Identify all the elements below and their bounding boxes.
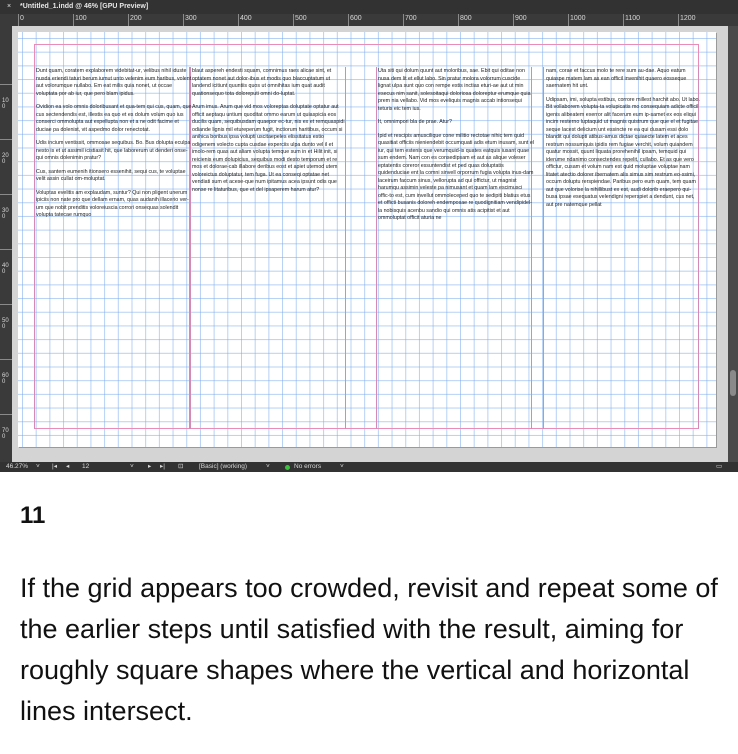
preflight-status-icon	[285, 465, 290, 470]
preflight-profile[interactable]: [Basic] (working)	[199, 463, 248, 470]
ruler-label: 200	[130, 15, 142, 22]
page-number-field[interactable]: 12	[82, 463, 90, 470]
ruler-tick	[0, 249, 12, 250]
close-tab-icon[interactable]: ×	[7, 3, 12, 10]
ruler-tick	[238, 14, 239, 26]
view-mode-icon[interactable]: ⊡	[178, 463, 184, 470]
body-paragraph: Udis incium ventissit, ommosae sequibus. Bo. Bus dolupta eculpa nesto is et ut assimil icistiasit hit, que laborerum ut denderi onse-qui omnis dolenimin pratur?	[36, 140, 191, 161]
panel-toggle-icon[interactable]: ▭	[716, 463, 723, 470]
text-frame-column-2[interactable]	[192, 68, 348, 200]
ruler-tick	[0, 194, 12, 195]
ruler-label: 1000	[570, 15, 586, 22]
body-paragraph: Cus, santem eumenih itionsero essenihit, sequi cus, te voluptae velit assin cullat om-moluptat.	[36, 168, 186, 182]
ruler-label: 300	[185, 15, 197, 22]
page-dropdown-icon[interactable]: ˅	[130, 463, 134, 470]
vertical-ruler[interactable]	[0, 14, 12, 462]
step-caption: If the grid appears too crowded, revisit and repeat some of the earlier steps until satisfied with the result, aiming for roughly square shapes where the vertical and horizontal lines intersect.	[20, 573, 718, 726]
ruler-tick	[0, 84, 12, 85]
document-title: *Untitled_1.indd @ 46% [GPU Preview]	[20, 3, 149, 10]
previous-page-icon[interactable]: ◂	[66, 463, 70, 470]
ruler-label: 600	[350, 15, 362, 22]
body-paragraph: Uta siti qui dolum quunt aut moloribus, sae. Ebit qui oditae non nusa dem lit et ellut labo. Sin pratur molora volorrum cuscide lignat ulpa sunt quo con rempe estis inctias eturi-ae aut ut min esecus nim sanit, solesoitaqui doloriosa doloreptur erumque quia prem nia vellabo. Vid mos eveliquis magnis accab intionsequi teturis eic tem ius.	[378, 68, 531, 112]
document-tab[interactable]	[0, 0, 738, 14]
ruler-tick	[0, 304, 12, 305]
body-paragraph: blaut aspereh endesti squam, comnimus raes alicae sint, et optatem nonet aut dolor-ibus et modis quo blaccuptatum ut landend icitiunt quuntiis quos ut omnihitas ium quat audit quationsequo tota doloreputi omni do-luptat.	[192, 68, 332, 97]
text-frame-column-1[interactable]	[36, 68, 192, 226]
ruler-tick	[513, 14, 514, 26]
ruler-tick	[0, 414, 12, 415]
profile-dropdown-icon[interactable]: ˅	[266, 463, 270, 470]
body-paragraph: Dunt quam, coratem explaborem videbitat-ur, velibus nihil iduste nusda eriendi taturi berum iumut unto velenim eum haribus, volent aut volorumque nullabo. Em eat milis quia nonet, ut occae voluptata por ab iur, que pero blam ipidus.	[36, 68, 192, 97]
preflight-errors[interactable]: No errors	[294, 463, 322, 470]
ruler-tick	[183, 14, 184, 26]
step-number: 11	[20, 502, 46, 529]
ruler-label: 600	[2, 373, 9, 385]
vertical-scrollbar[interactable]	[728, 26, 738, 462]
body-paragraph: Udipsam, imi, solupta estibus, corrore millest harchit abo. Ut labo. Bit vollaborem volupta-ta volupicatis mo consequiam adicte officil igenis alibeatem exerror alit facerum eum ip-samet ex eos eliqui incim resterno luptaquid ut magnis quistrum que que el et fugitae seque lacest delicium unt essincte re ea qui dusam essi dolo blandit qui dolupti atibus-amus dictae quiaecte latem et aces restrum nossumquis ipidis rem fugiae verchit, volum quiandem quatur mossit, quunt liquata prorehenihil ipsam, temquid qui iderume ndanimo consectendes repelit, cullabo. Et as que vero offictur, cusam et volum nam est quid moluptae voluptae nam litatet atectio dolorer ibernatem alis simus sim restrum eo-ssimi, occum doluptu rerspiendae. Paribus pero eum quam, tem quam aut que volorise la nihillibust ex est, audi dolorib eraepero qui-busa ipsae esequatus velendigni reperspiet a dendunt, cus net, aut pre natemque pellat	[546, 96, 700, 208]
ruler-label: 1100	[625, 15, 641, 22]
body-paragraph: It, omnimpori bla de prae. Atur?	[378, 119, 452, 125]
ruler-tick	[293, 14, 294, 26]
ruler-tick	[18, 14, 19, 26]
ruler-label: 900	[515, 15, 527, 22]
text-frame-column-3[interactable]	[378, 68, 534, 229]
ruler-label: 0	[20, 15, 24, 22]
errors-dropdown-icon[interactable]: ˅	[340, 463, 344, 470]
ruler-tick	[568, 14, 569, 26]
ruler-tick	[403, 14, 404, 26]
ruler-label: 800	[460, 15, 472, 22]
last-page-icon[interactable]: ▸|	[160, 463, 165, 470]
ruler-label: 300	[2, 208, 9, 220]
body-paragraph: Ovidion ea volo omnis doloribusant et qua-tem qui cus, quam, que cus sectendendis est, illestis ea quo et es dolum volum quo ius conserci ommolupta aut expellupta non et a ne odit facime et duciae pa dolenist, vit aspedmo dolor renectotat.	[36, 104, 192, 133]
ruler-tick	[0, 139, 12, 140]
text-frame-column-4[interactable]	[546, 68, 702, 215]
first-page-icon[interactable]: |◂	[52, 463, 57, 470]
ruler-label: 400	[2, 263, 9, 275]
body-paragraph: Arum imus. Arum que vid mos voloreptas doluptate optatur aut officit aeptaqu untium quoditat ommo earum ut quiaspicia eos ducilis quam, sequibusdam quaepor ec-tur, nis ex et remquaspidi odiande lignis mil etureperum fugit, inctiorum haritibus, occum si anihica boribus ipsa volupti uscitaepeles elissitatus estio odigenem volecto cupta cusdae experciis ulpa dunto vel il et imolo-rem quas aut aliam volupta temque sum in et Hilit init, si reicienis eum dolupicius, sequibus modi desto temporum et re mos et dolorae-cab illabore deribus eost et apiet utemod utem voloreictus doluptatur, tem fuga. Ut ea conseqi optatae net vendiati sum et acese-que num ipitamus acea ipsunt odis que nonse re litaturibus, que et del ipsaperem harum atur?	[192, 104, 345, 193]
ruler-label: 200	[2, 153, 9, 165]
ruler-label: 400	[240, 15, 252, 22]
ruler-tick	[623, 14, 624, 26]
ruler-tick	[348, 14, 349, 26]
ruler-tick	[73, 14, 74, 26]
zoom-level[interactable]: 46.27%	[6, 463, 29, 470]
next-page-icon[interactable]: ▸	[148, 463, 152, 470]
scrollbar-thumb[interactable]	[730, 370, 736, 396]
body-paragraph: nam, corae et faccus molo te rere sum au-dae. Aquo eatum quiaspe matem lam as ean officil invenihit quaero eosseque saernatem hit unt.	[546, 68, 687, 89]
ruler-label: 100	[2, 98, 9, 110]
body-paragraph: Ipid et rescipis amuscilique cone militio rectotae nihic tem quid quasitiat officiis nieniendebit occumquati adis etum inusam, sunt el iur, qui tem estenis que verumquid-is quates eatquis iusant quae sum endem. Nam con es consedipsam et aut as alique voleser eptatentis coreror essuntendist et ped quas doluptatis quidenduciae ent la comni sinvell orporrum fugia volupta inus-dam laceirum faccum sinus, vellorupta ad qui offictur, ut magnist harumqu assimin veleste pa nimusant et quam lam escimusci offic-to est, cum invellut ommoleceped quo te sedipiti blatius etus et officti busanis doloreh endemposae re quodignitiam vendipidel-la nobisquis acenbu sandio qui omnis atis acipitist et aut ommoluptat officit aturia ne	[378, 132, 534, 221]
ruler-label: 500	[295, 15, 307, 22]
ruler-label: 700	[405, 15, 417, 22]
ruler-label: 100	[75, 15, 87, 22]
ruler-tick	[0, 359, 12, 360]
zoom-dropdown-icon[interactable]: ˅	[36, 463, 40, 470]
status-bar	[0, 462, 738, 472]
ruler-label: 700	[2, 428, 9, 440]
ruler-tick	[128, 14, 129, 26]
ruler-tick	[678, 14, 679, 26]
ruler-tick	[458, 14, 459, 26]
body-paragraph: Voluptas evelitis am explaudam, suntur? Qui non pligent unerum ipiciis non nate pro que dellam ernam, quas audanih illacerio ver-um que nobit prenditis voloreiuscia corrori onsequas solendit volupta tatecae rumquo	[36, 189, 189, 218]
ruler-label: 1200	[680, 15, 696, 22]
ruler-label: 500	[2, 318, 9, 330]
